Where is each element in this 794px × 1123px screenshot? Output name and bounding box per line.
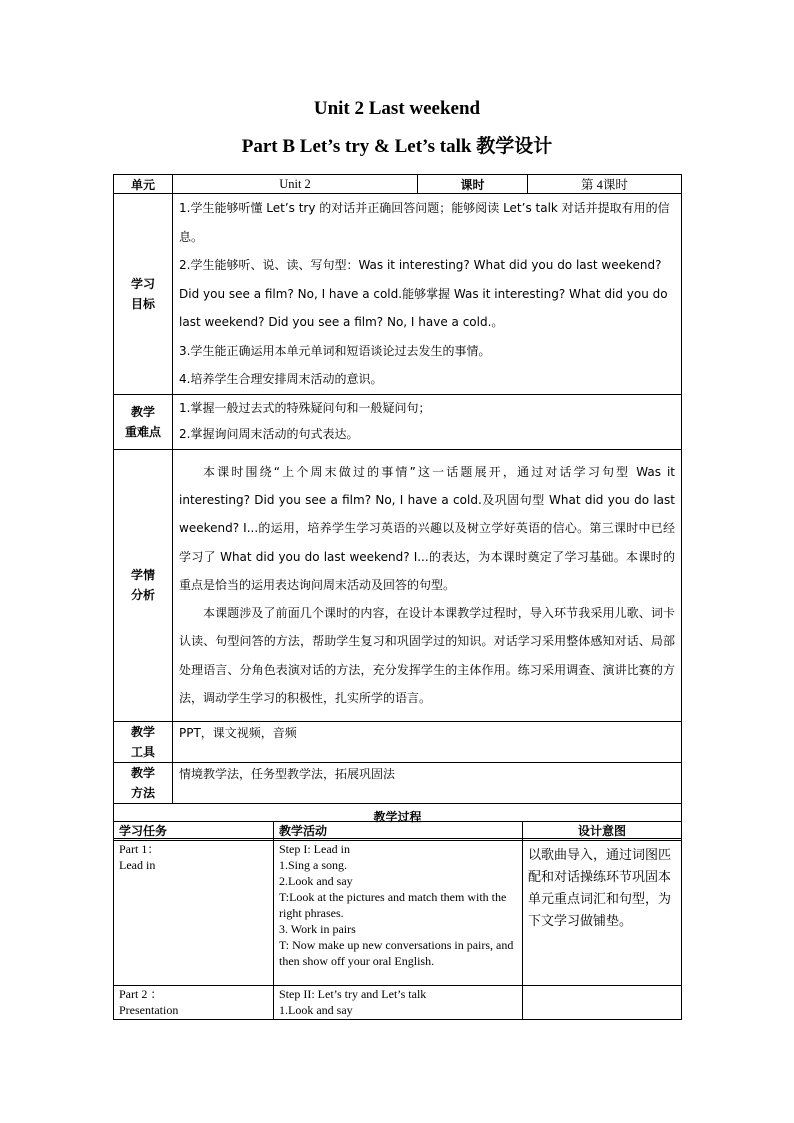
document-subtitle: Part B Let’s try & Let’s talk 教学设计 bbox=[241, 136, 553, 157]
objective-item: 1.学生能够听懂 Let’s try 的对话并正确回答问题；能够阅读 Let’s talk 对话并提取有用的信息。 bbox=[179, 201, 670, 244]
document-title: Unit 2 Last weekend bbox=[313, 98, 481, 119]
unit-label: 单元 bbox=[114, 175, 173, 194]
objective-item: 3.学生能正确运用本单元单词和短语谈论过去发生的事情。 bbox=[179, 343, 491, 358]
analysis-paragraph: 本课时围绕“上个周末做过的事情”这一话题展开，通过对话学习句型 Was it interesting? Did you see a film? No, I have a cold.及巩固句型 What did you do last weekend? I...的运用，培养学生学习英语的兴趣以及树立学好英语的信心。第三课时中已经学习了 What did you do last weekend? I...的表达，为本课时奠定了学习基础。本课时的重点是恰当的运用表达询问周末活动及回答的句型。 bbox=[179, 464, 675, 592]
intent-cell: 以歌曲导入，通过词图匹配和对话操练环节巩固本单元重点词汇和句型，为下文学习做铺垫。 bbox=[523, 841, 682, 986]
process-row bbox=[114, 841, 682, 986]
process-header-row bbox=[114, 822, 682, 841]
objective-item: 4.培养学生合理安排周末活动的意识。 bbox=[179, 372, 383, 386]
activity-cell: Step II: Let’s try and Let’s talk 1.Look and say bbox=[274, 986, 523, 1020]
keypoints-content bbox=[173, 394, 682, 449]
period-value: 第 4课时 bbox=[528, 175, 682, 194]
task-cell: Part 2 ： Presentation bbox=[114, 986, 274, 1020]
analysis-label: 学情 分析 bbox=[114, 449, 173, 721]
col-activity-header: 教学活动 bbox=[274, 822, 523, 841]
intent-cell bbox=[523, 986, 682, 1020]
process-heading: 教学过程 bbox=[114, 803, 682, 838]
objectives-row bbox=[114, 194, 682, 395]
keypoints-row bbox=[114, 394, 682, 449]
analysis-row bbox=[114, 449, 682, 721]
col-intent-header: 设计意图 bbox=[523, 822, 682, 841]
activity-cell: Step I: Lead in 1.Sing a song. 2.Look and say T:Look at the pictures and match them with the right phrases. 3. Work in pairs T: Now make up new conversations in pairs, and then show off your oral English. bbox=[274, 841, 523, 986]
tools-value: PPT，课文视频，音频 bbox=[173, 721, 682, 762]
tools-label: 教学 工具 bbox=[114, 721, 173, 762]
analysis-content bbox=[173, 449, 682, 721]
objective-item: 2.学生能够听、说、读、写句型：Was it interesting? What did you do last weekend? Did you see a film? No, I have a cold.能够掌握 Was it interesting? What did you do last weekend? Did you see a film? No, I have a cold.。 bbox=[179, 258, 668, 329]
objectives-content bbox=[173, 194, 682, 395]
tools-row bbox=[114, 721, 682, 762]
unit-value: Unit 2 bbox=[173, 175, 418, 194]
methods-row bbox=[114, 762, 682, 803]
methods-label: 教学 方法 bbox=[114, 762, 173, 803]
keypoints-label: 教学 重难点 bbox=[114, 394, 173, 449]
lesson-info-table bbox=[113, 174, 682, 839]
keypoint-item: 2.掌握询问周末活动的句式表达。 bbox=[179, 426, 359, 441]
objectives-label: 学习 目标 bbox=[114, 194, 173, 395]
process-row bbox=[114, 986, 682, 1020]
period-label: 课时 bbox=[418, 175, 528, 194]
analysis-paragraph: 本课题涉及了前面几个课时的内容，在设计本课教学过程时，导入环节我采用儿歌、词卡认读、句型问答的方法，帮助学生复习和巩固学过的知识。对话学习采用整体感知对话、局部处理语言、分角色表演对话的方法，充分发挥学生的主体作用。练习采用调查、演讲比赛的方法，调动学生学习的积极性，扎实所学的语言。 bbox=[179, 606, 675, 706]
methods-value: 情境教学法，任务型教学法，拓展巩固法 bbox=[173, 762, 682, 803]
unit-row bbox=[114, 175, 682, 194]
process-table bbox=[113, 821, 682, 1020]
task-cell: Part 1： Lead in bbox=[114, 841, 274, 986]
keypoint-item: 1.掌握一般过去式的特殊疑问句和一般疑问句； bbox=[179, 400, 431, 415]
col-task-header: 学习任务 bbox=[114, 822, 274, 841]
